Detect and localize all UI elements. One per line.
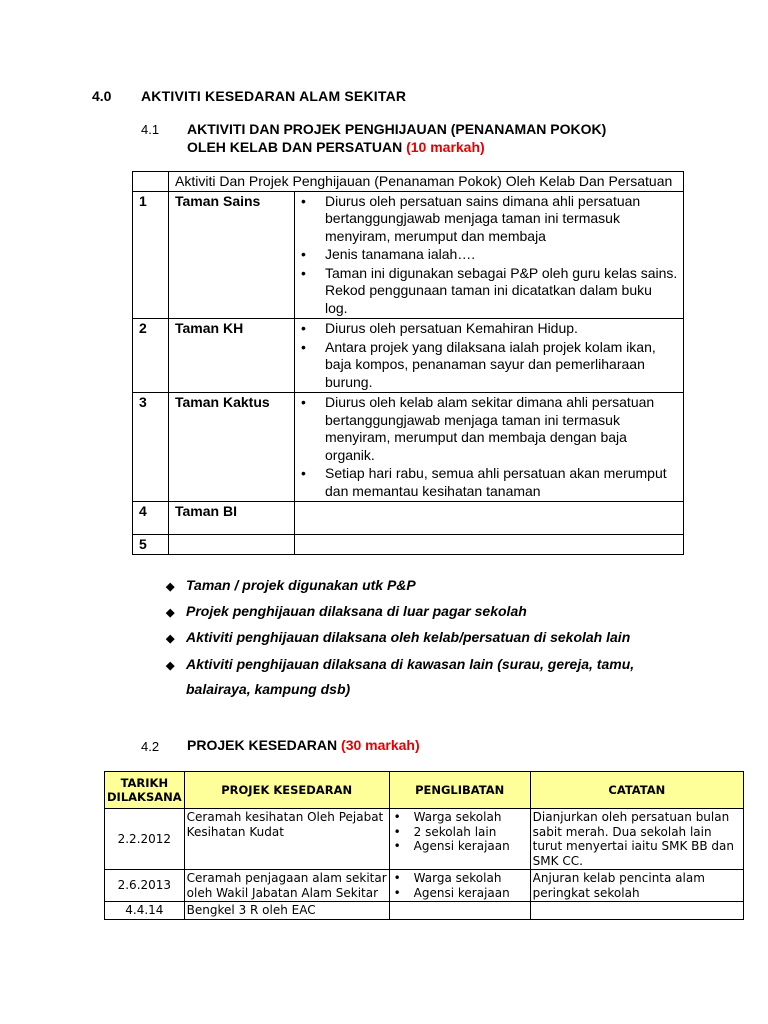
note-text: Projek penghijauan dilaksana di luar pagar sekolah bbox=[186, 603, 527, 619]
row-name bbox=[169, 535, 295, 555]
note-text: Aktiviti penghijauan dilaksana oleh kelab/persatuan di sekolah lain bbox=[186, 629, 631, 645]
table-row bbox=[133, 393, 684, 502]
project-cell: Ceramah kesihatan Oleh Pejabat Kesihatan Kudat bbox=[184, 809, 389, 870]
column-header: PROJEK KESEDARAN bbox=[184, 772, 389, 809]
row-number: 3 bbox=[133, 393, 169, 502]
notes-cell: Anjuran kelab pencinta alam peringkat sekolah bbox=[530, 870, 743, 902]
list-item: • Diurus oleh persatuan sains dimana ahli persatuan bertanggungjawab menjaga taman ini termasuk menyiram, merumput dan membaja bbox=[301, 193, 678, 246]
row-details bbox=[295, 393, 684, 502]
note-text: Taman / projek digunakan utk P&P bbox=[186, 577, 416, 593]
table-row bbox=[133, 191, 684, 319]
list-item: • Agensi kerajaan bbox=[394, 839, 528, 854]
row-number: 5 bbox=[133, 535, 169, 555]
note-item bbox=[166, 598, 527, 626]
list-item: • Warga sekolah bbox=[394, 810, 528, 825]
notes-cell bbox=[530, 902, 743, 920]
section-number: 4.0 bbox=[92, 88, 112, 104]
project-cell: Bengkel 3 R oleh EAC bbox=[184, 902, 389, 920]
row-number: 1 bbox=[133, 191, 169, 319]
bullet-list bbox=[301, 193, 678, 318]
project-cell: Ceramah penjagaan alam sekitar oleh Wakil Jabatan Alam Sekitar bbox=[184, 870, 389, 902]
subsection-title-line2-text: OLEH KELAB DAN PERSATUAN bbox=[187, 139, 403, 155]
row-name: Taman Sains bbox=[169, 191, 295, 319]
involvement-cell bbox=[389, 870, 530, 902]
subsection-number: 4.2 bbox=[141, 739, 160, 754]
subsection-title-text: PROJEK KESEDARAN bbox=[187, 737, 338, 753]
list-item: • Warga sekolah bbox=[394, 871, 528, 886]
subsection-title bbox=[187, 737, 420, 753]
list-item: • 2 sekolah lain bbox=[394, 825, 528, 840]
date-cell: 4.4.14 bbox=[105, 902, 185, 920]
date-cell: 2.2.2012 bbox=[105, 809, 185, 870]
row-details bbox=[295, 502, 684, 535]
list-item: • Taman ini digunakan sebagai P&P oleh guru kelas sains. Rekod penggunaan taman ini dicatatkan dalam buku log. bbox=[301, 265, 678, 318]
subsection-title bbox=[187, 120, 606, 156]
table-header-row bbox=[133, 172, 684, 192]
awareness-projects-table bbox=[104, 771, 744, 920]
table-row bbox=[105, 902, 744, 920]
bullet-list bbox=[301, 320, 678, 391]
table-row bbox=[133, 319, 684, 393]
table-row bbox=[133, 535, 684, 555]
row-name: Taman BI bbox=[169, 502, 295, 535]
activities-table bbox=[132, 171, 684, 555]
involvement-cell bbox=[389, 902, 530, 920]
subsection-number: 4.1 bbox=[141, 122, 160, 137]
note-continuation: balairaya, kampung dsb) bbox=[186, 681, 351, 697]
column-header: TARIKH DILAKSANA bbox=[105, 772, 185, 809]
table-cell bbox=[133, 172, 169, 192]
row-details bbox=[295, 319, 684, 393]
table-header-row bbox=[105, 772, 744, 809]
row-details bbox=[295, 191, 684, 319]
row-number: 2 bbox=[133, 319, 169, 393]
list-item: • Antara projek yang dilaksana ialah projek kolam ikan, baja kompos, penanaman sayur dan pemerliharaan burung. bbox=[301, 339, 678, 392]
diamond-bullet-icon: ◆ bbox=[166, 607, 175, 619]
row-number: 4 bbox=[133, 502, 169, 535]
date-cell: 2.6.2013 bbox=[105, 870, 185, 902]
marks-label: (10 markah) bbox=[406, 139, 485, 155]
section-title: AKTIVITI KESEDARAN ALAM SEKITAR bbox=[141, 88, 407, 104]
list-item: • Setiap hari rabu, semua ahli persatuan akan merumput dan memantau kesihatan tanaman bbox=[301, 465, 678, 500]
note-item bbox=[166, 624, 630, 652]
diamond-bullet-icon: ◆ bbox=[166, 660, 175, 672]
column-header: CATATAN bbox=[530, 772, 743, 809]
note-text: Aktiviti penghijauan dilaksana di kawasan lain (surau, gereja, tamu, bbox=[186, 656, 635, 672]
involvement-cell bbox=[389, 809, 530, 870]
marks-label: (30 markah) bbox=[341, 737, 420, 753]
list-item: • Diurus oleh persatuan Kemahiran Hidup. bbox=[301, 320, 678, 338]
note-item bbox=[166, 651, 634, 679]
table-row bbox=[105, 809, 744, 870]
subsection-title-line1: AKTIVITI DAN PROJEK PENGHIJAUAN (PENANAMAN POKOK) bbox=[187, 121, 607, 137]
table-row bbox=[105, 870, 744, 902]
table-header: Aktiviti Dan Projek Penghijauan (Penanaman Pokok) Oleh Kelab Dan Persatuan bbox=[169, 172, 684, 192]
row-name: Taman KH bbox=[169, 319, 295, 393]
diamond-bullet-icon: ◆ bbox=[166, 633, 175, 645]
diamond-bullet-icon: ◆ bbox=[166, 581, 175, 593]
row-details bbox=[295, 535, 684, 555]
list-item: • Jenis tanamana ialah…. bbox=[301, 246, 678, 264]
list-item: • Agensi kerajaan bbox=[394, 886, 528, 901]
table-row bbox=[133, 502, 684, 535]
column-header: PENGLIBATAN bbox=[389, 772, 530, 809]
notes-cell: Dianjurkan oleh persatuan bulan sabit merah. Dua sekolah lain turut menyertai iaitu SMK BB dan SMK CC. bbox=[530, 809, 743, 870]
bullet-list bbox=[301, 394, 678, 500]
row-name: Taman Kaktus bbox=[169, 393, 295, 502]
subsection-title-line2 bbox=[187, 138, 606, 156]
list-item: • Diurus oleh kelab alam sekitar dimana ahli persatuan bertanggungjawab menjaga taman ini termasuk menyiram, merumput dan membaja dengan baja organik. bbox=[301, 394, 678, 464]
note-item bbox=[166, 572, 416, 600]
